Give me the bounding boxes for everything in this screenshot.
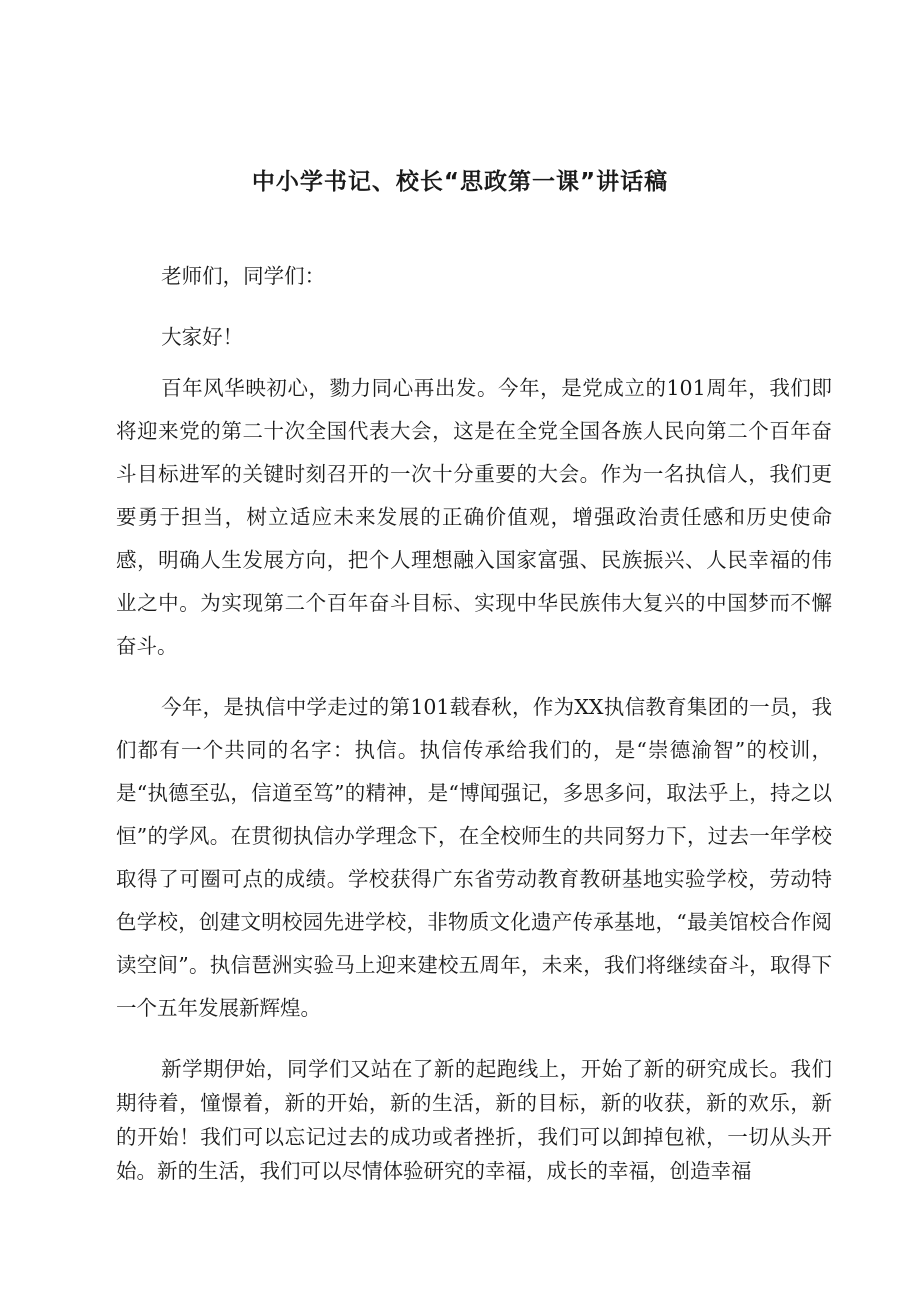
body-paragraph-2: 今年，是执信中学走过的第101载春秋，作为XX执信教育集团的一员，我们都有一个共同的名字：执信。执信传承给我们的，是“崇德渝智”的校训，是“执德至弘，信道至笃”的精神，是“博闻强记，多思多问，取法乎上，持之以恒”的学风。在贯彻执信办学理念下，在全校师生的共同努力下，过去一年学校取得了可圈可点的成绩。学校获得广东省劳动教育教研基地实验学校，劳动特色学校，创建文明校园先进学校，非物质文化遗产传承基地，“最美馆校合作阅读空间”。执信琶洲实验马上迎来建校五周年，未来，我们将继续奋斗，取得下一个五年发展新辉煌。 xyxy=(116,695,832,1020)
body-paragraph-3: 新学期伊始，同学们又站在了新的起跑线上，开始了新的研究成长。我们期待着，憧憬着，新的开始，新的生活，新的目标，新的收获，新的欢乐，新的开始！我们可以忘记过去的成功或者挫折，我们可以卸掉包袱，一切从头开始。新的生活，我们可以尽情体验研究的幸福，成长的幸福，创造幸福 xyxy=(116,1057,832,1183)
greeting-line: 老师们，同学们： xyxy=(161,264,326,288)
document-title: 中小学书记、校长“思政第一课”讲话稿 xyxy=(251,169,669,195)
salutation-line: 大家好！ xyxy=(161,325,244,349)
body-paragraph-1: 百年风华映初心，勠力同心再出发。今年，是党成立的101周年，我们即将迎来党的第二十次全国代表大会，这是在全党全国各族人民向第二个百年奋斗目标进军的关键时刻召开的一次十分重要的大会。作为一名执信人，我们更要勇于担当，树立适应未来发展的正确价值观，增强政治责任感和历史使命感，明确人生发展方向，把个人理想融入国家富强、民族振兴、人民幸福的伟业之中。为实现第二个百年奋斗目标、实现中华民族伟大复兴的中国梦而不懈奋斗。 xyxy=(116,376,832,658)
